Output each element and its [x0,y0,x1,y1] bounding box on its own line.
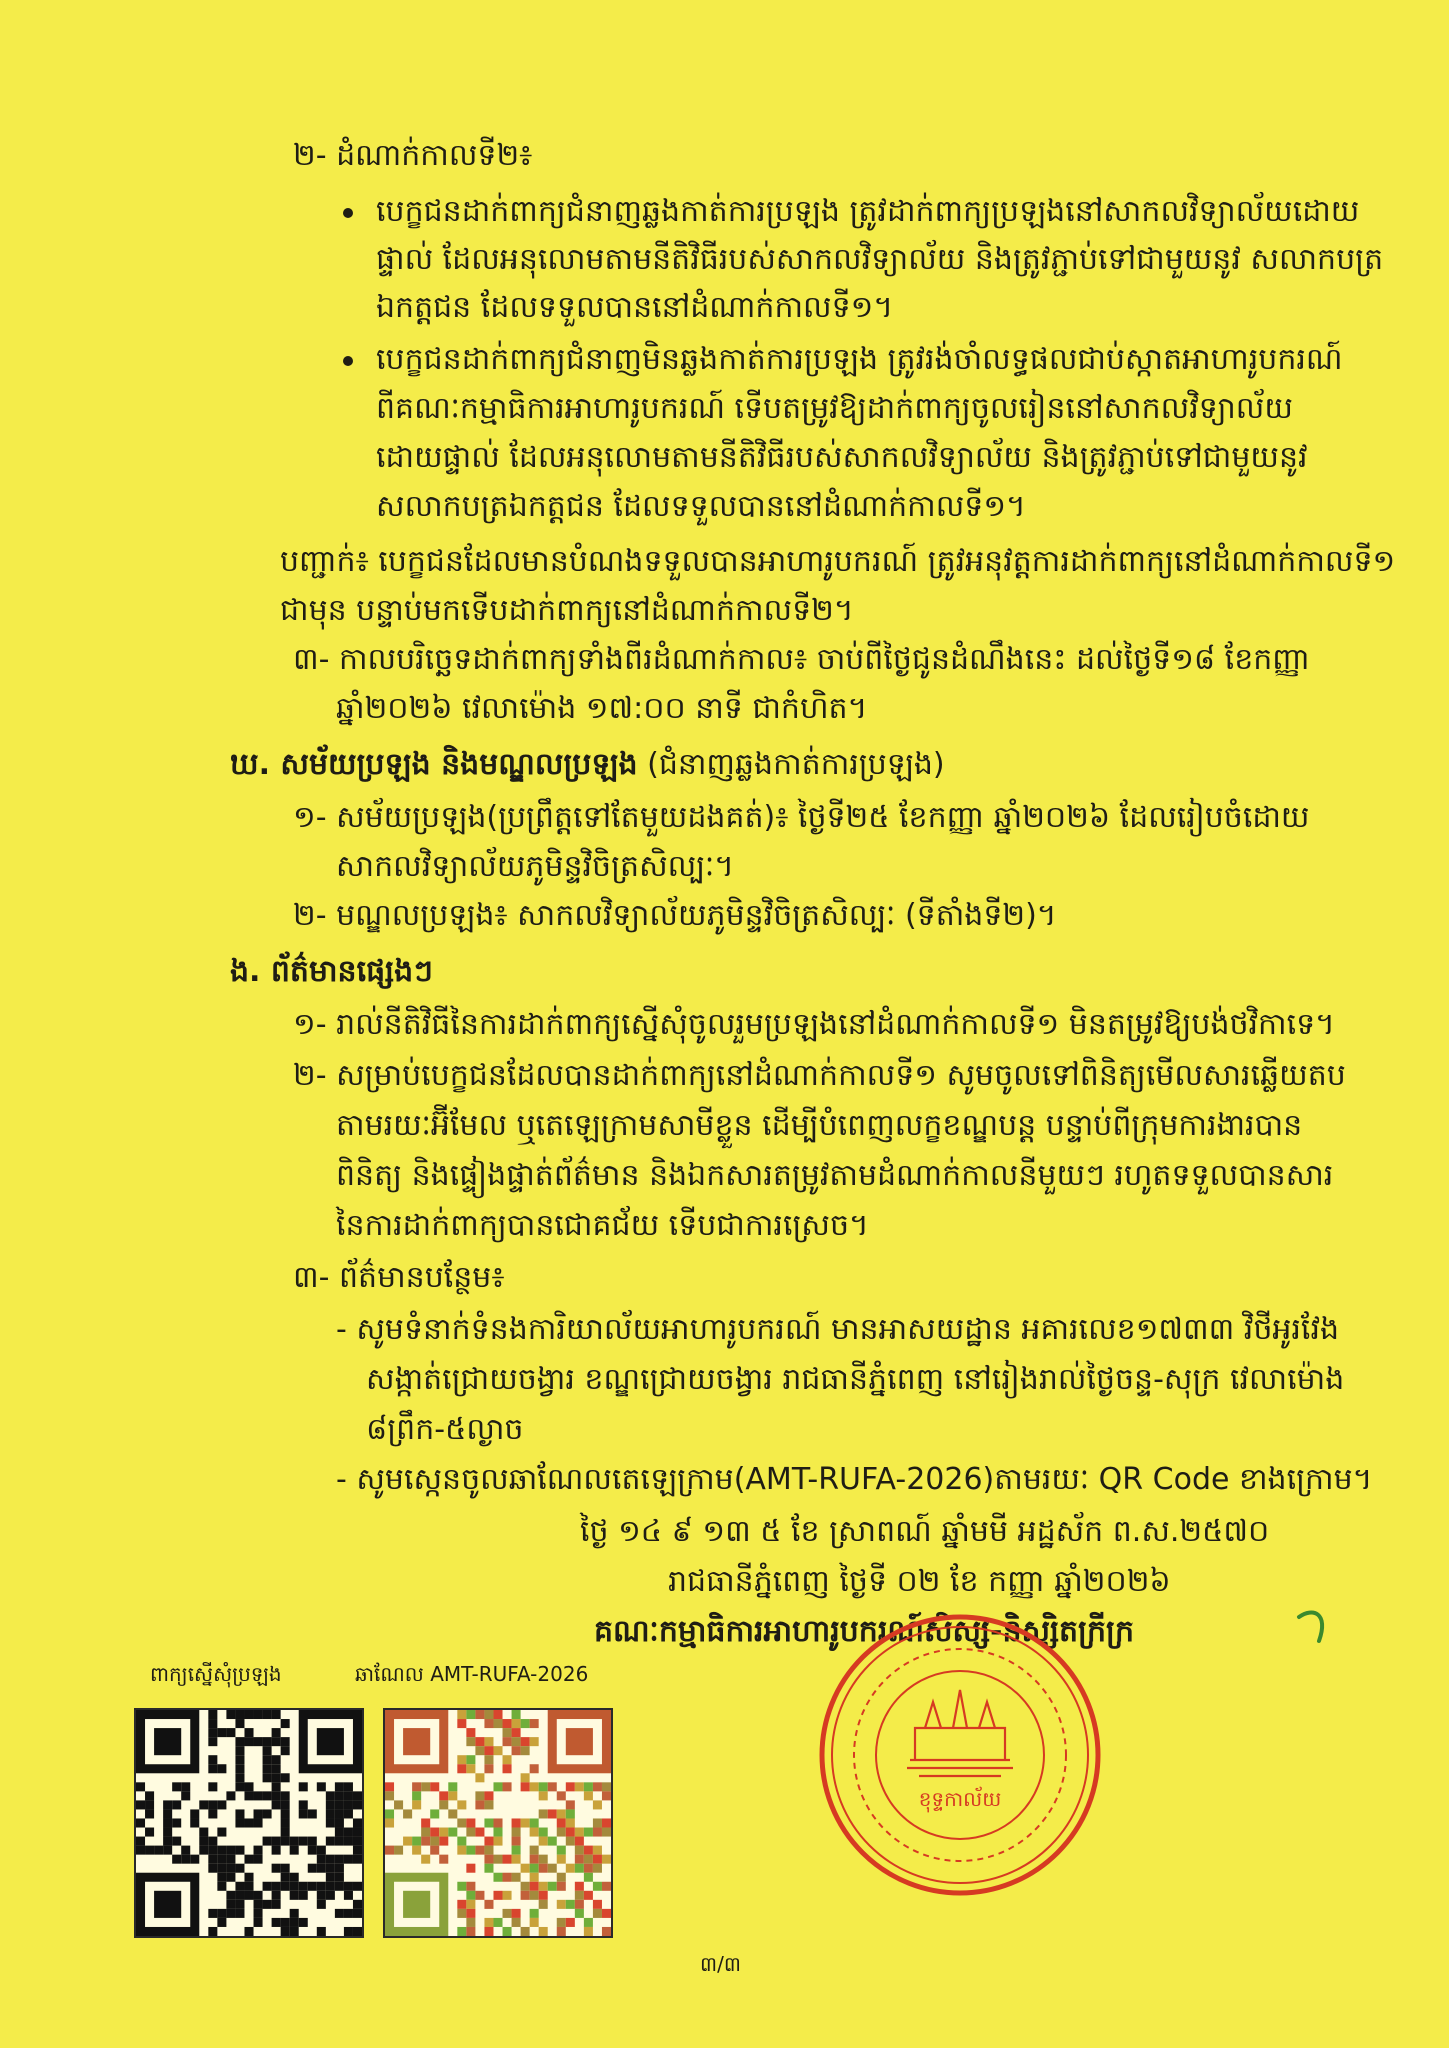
telegram-channel-qr-code[interactable] [383,1708,613,1938]
section-gh-suffix: (ជំនាញឆ្លងកាត់ការប្រឡង) [647,747,945,782]
deadline-line1: ៣- កាលបរិច្ឆេទដាក់ពាក្យទាំងពីរដំណាក់កាល៖ ចាប់ពីថ្ងៃជូនដំណឹងនេះ ដល់ថ្ងៃទី១៨ ខែកញ្ញា [293,642,1310,677]
stage2-heading: ២- ដំណាក់កាលទី២៖ [293,138,533,173]
stage2-bullet2-line3: ដោយផ្ទាល់ ដែលអនុលោមតាមនីតិវិធីរបស់សាកលវិទ្យាល័យ និងត្រូវភ្ជាប់ទៅជាមួយនូវ [376,440,1308,475]
telegram-channel-line: - សូមស្កេនចូលឆាណែលតេឡេក្រាម(AMT-RUFA-2026)តាមរយៈ QR Code ខាងក្រោម។ [336,1462,1373,1497]
info-item2-line2: តាមរយៈអ៊ីមែល ឬតេឡេក្រាមសាមីខ្លួន ដើម្បីបំពេញលក្ខខណ្ឌបន្ត បន្ទាប់ពីក្រុមការងារបាន [336,1108,1303,1143]
contact-line3: ៨ព្រឹក-៥ល្ងាច [366,1412,524,1447]
section-ng-heading: ង. ព័ត៌មានផ្សេងៗ [230,954,433,989]
qr-icon [385,1710,611,1936]
signatory-committee: គណៈកម្មាធិការអាហារូបករណ៍សិស្ស-និស្សិតក្រីក្រ [594,1614,1135,1649]
exam-session-line2: សាកលវិទ្យាល័យភូមិន្ទវិចិត្រសិល្បៈ។ [336,849,735,884]
qr-application-label: ពាក្យស្នើសុំប្រឡង [150,1662,282,1686]
qr-channel-label: ឆាណែល AMT-RUFA-2026 [355,1662,589,1686]
deadline-line2: ឆ្នាំ២០២៦ វេលាម៉ោង ១៧:០០ នាទី ជាកំហិត។ [336,691,868,726]
stage2-bullet1-line1: បេក្ខជនដាក់ពាក្យជំនាញឆ្លងកាត់ការប្រឡង ត្រូវដាក់ពាក្យប្រឡងនៅសាកលវិទ្យាល័យដោយ [376,194,1360,229]
info-item2-line4: នៃការដាក់ពាក្យបានជោគជ័យ ទើបជាការស្រេច។ [336,1208,869,1243]
info-item3-heading: ៣- ព័ត៌មានបន្ថែម៖ [293,1260,505,1295]
official-seal [815,1610,1105,1900]
stage2-bullet1-line3: ឯកត្តជន ដែលទទួលបាននៅដំណាក់កាលទី១។ [376,290,894,325]
contact-line2: សង្កាត់ជ្រោយចង្វារ ខណ្ឌជ្រោយចង្វារ រាជធានីភ្នំពេញ នៅរៀងរាល់ថ្ងៃចន្ទ-សុក្រ វេលាម៉ោង [366,1362,1345,1397]
info-item1: ១- រាល់នីតិវិធីនៃការដាក់ពាក្យស្នើសុំចូលរួមប្រឡងនៅដំណាក់កាលទី១ មិនតម្រូវឱ្យបង់ថវិកាទេ។ [293,1007,1335,1042]
qr-icon [136,1710,362,1936]
stage2-bullet2-line4: សលាកបត្រឯកត្តជន ដែលទទួលបាននៅដំណាក់កាលទី១។ [376,489,1026,524]
info-item2-line1: ២- សម្រាប់បេក្ខជនដែលបានដាក់ពាក្យនៅដំណាក់កាលទី១ សូមចូលទៅពិនិត្យមើលសារឆ្លើយតប [293,1058,1346,1093]
bullet-icon [343,208,353,218]
exam-session-line1: ១- សម័យប្រឡង(ប្រព្រឹត្តទៅតែមួយដងគត់)៖ ថ្ងៃទី២៥ ខែកញ្ញា ឆ្នាំ២០២៦ ដែលរៀបចំដោយ [293,800,1310,835]
solar-date: រាជធានីភ្នំពេញ ថ្ងៃទី ០២ ខែ កញ្ញា ឆ្នាំ២០២៦ [668,1564,1171,1599]
lunar-date: ថ្ងៃ ១៤ ៩ ១៣ ៥ ខែ ស្រាពណ៍ ឆ្នាំមមី អដ្ឋស័ក ព.ស.២៥៧០ [580,1514,1270,1549]
bullet-icon [343,356,353,366]
section-gh-heading [230,743,945,787]
info-item2-line3: ពិនិត្យ និងផ្ទៀងផ្ទាត់ព័ត៌មាន និងឯកសារតម្រូវតាមដំណាក់កាលនីមួយៗ រហូតទទួលបានសារ [336,1158,1334,1193]
stage2-bullet2-line1: បេក្ខជនដាក់ពាក្យជំនាញមិនឆ្លងកាត់ការប្រឡង ត្រូវរង់ចាំលទ្ធផលជាប់ស្កាតអាហារូបករណ៍ [376,342,1343,377]
exam-center: ២- មណ្ឌលប្រឡង៖ សាកលវិទ្យាល័យភូមិន្ទវិចិត្រសិល្បៈ (ទីតាំងទី២)។ [293,898,1057,933]
note-line2: ជាមុន បន្ទាប់មកទើបដាក់ពាក្យនៅដំណាក់កាលទី២។ [280,593,854,628]
signature-mark [1295,1603,1335,1647]
application-qr-code[interactable] [134,1708,364,1938]
stage2-bullet1-line2: ផ្ទាល់ ដែលអនុលោមតាមនីតិវិធីរបស់សាកលវិទ្យាល័យ និងត្រូវភ្ជាប់ទៅជាមួយនូវ សលាកបត្រ [376,242,1384,277]
page-number: ៣/៣ [700,1952,741,1976]
section-gh-title: ឃ. សម័យប្រឡង និងមណ្ឌលប្រឡង [230,747,638,782]
stage2-bullet2-line2: ពីគណៈកម្មាធិការអាហារូបករណ៍ ទើបតម្រូវឱ្យដាក់ពាក្យចូលរៀននៅសាកលវិទ្យាល័យ [376,391,1293,426]
contact-line1: - សូមទំនាក់ទំនងការិយាល័យអាហារូបករណ៍ មានអាសយដ្ឋាន អគារលេខ១៧៣៣ វិថីអូរវែង [336,1312,1340,1347]
seal-center-text: ខុទ្ទកាល័យ [918,1787,1002,1811]
note-line1: បញ្ជាក់៖ បេក្ខជនដែលមានបំណងទទួលបានអាហារូបករណ៍ ត្រូវអនុវត្តការដាក់ពាក្យនៅដំណាក់កាលទី១ [280,544,1396,579]
